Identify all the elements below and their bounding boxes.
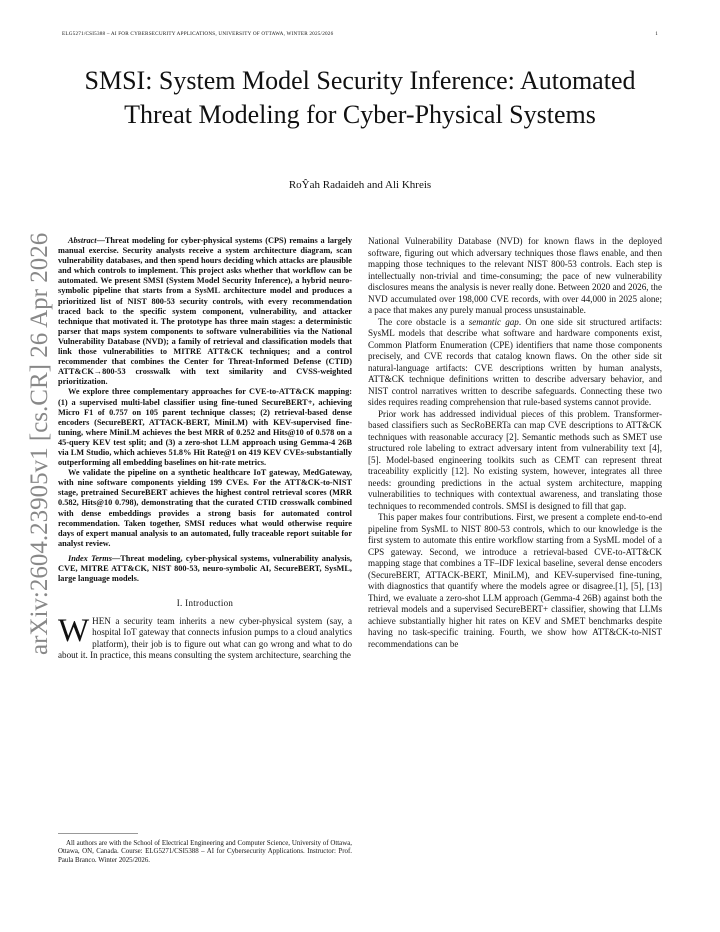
running-title: ELG5271/CSI5388 – AI FOR CYBERSECURITY APPLICATIONS, UNIVERSITY OF OTTAWA, WINTER 2025/2026 [62,31,334,37]
abstract [58,236,352,549]
intro-paragraph-1 [58,612,352,662]
index-terms-label: Index Terms [68,553,112,563]
right-column [368,236,662,650]
abstract-paragraph-1 [58,236,352,387]
abstract-paragraph-3: We validate the pipeline on a synthetic healthcare IoT gateway, MedGateway, with nine software components yielding 199 CVEs. For the ATT&CK-to-NIST stage, pretrained SecureBERT achieves the highest control retrieval scores (MRR 0.582, Hits@10 0.798), demonstrating that the curated CTID crosswalk combined with dense embeddings provides a strong basis for automated control recommendation. Taken together, SMSI reduces what would otherwise require days of expert manual analysis to an automated, fully traceable report suitable for analyst review. [58,468,352,548]
index-terms [58,554,352,584]
intro-text-1: HEN a security team inherits a new cyber-physical system (say, a hospital IoT gateway that connects infusion pumps to a cloud analytics platform), their job is to figure out what can go wrong and what to do about it. In practice, this means consulting the system architecture, searching the [58,615,352,661]
index-terms-text: —Threat modeling, cyber-physical systems, vulnerability analysis, CVE, MITRE ATT&CK, NIST 800-53, neuro-symbolic AI, SecureBERT, SysML, large language models. [58,553,352,584]
intro-text-2b: . On one side sit structured artifacts: SysML models that describe what software and hardware components exist, Common Platform Enumeration (CPE) identifiers that name those components precisely, and CVE records that catalog known flaws. On the other side sit natural-language artifacts: CVE descriptions written by human analysts, ATT&CK technique definitions written to describe adversary behavior, and NIST control narratives written to describe safeguards. Connecting these two sides requires reading comprehension that rule-based systems cannot provide. [368,316,662,407]
abstract-text-1: —Threat modeling for cyber-physical systems (CPS) remains a largely manual exercise. Security analysts receive a system architecture diagram, scan vulnerability databases, and then spend hours deciding which attacks are plausible and which controls to implement. This project asks whether that workflow can be automated. We present SMSI (System Model Security Inference), a hybrid neuro-symbolic pipeline that starts from a SysML architecture model and produces a prioritized list of NIST 800-53 security controls, with every recommendation traced back to the specific system component, vulnerability, and attacker technique that motivated it. The prototype has three main stages: a deterministic parser that maps system components to software vulnerabilities via the National Vulnerability Database (NVD); a family of retrieval and classification models that link those vulnerabilities to MITRE ATT&CK techniques; and a control recommender that combines the Center for Threat-Informed Defense (CTID) ATT&CK→800-53 crosswalk with text similarity and CVSS-weighted prioritization. [58,236,352,387]
drop-cap: W [58,612,90,649]
paper-authors: RoŶah Radaideh and Ali Khreis [288,179,432,191]
abstract-label: Abstract [68,236,97,245]
section-heading-introduction: I. Introduction [176,598,234,609]
left-column [58,236,352,662]
intro-paragraph-1-continued: National Vulnerability Database (NVD) for known flaws in the deployed software, figuring out which adversary techniques those flaws enable, and then mapping those techniques to the relevant NIST 800-53 controls. Each step is intellectually non-trivial and time-consuming; the pace of new vulnerability disclosures means the analysis is never really done. Between 2020 and 2026, the NVD accumulated over 198,000 CVE records, with over 44,000 in 2025 alone; a pace that makes any purely manual process unsustainable. [368,236,662,315]
intro-paragraph-4: This paper makes four contributions. First, we present a complete end-to-end pipeline from SysML to NIST 800-53 controls, which to our knowledge is the first system to automate this entire workflow starting from a SysML model of a CPS gateway. Second, we introduce a retrieval-based CVE-to-ATT&CK mapping stage that combines a TF–IDF lexical baseline, several dense encoders (SecureBERT, ATTACK-BERT, MiniLM), and KEV-supervised fine-tuning, with diagnostics that quantify where the models agree or disagree.[1], [5], [13] Third, we evaluate a zero-shot LLM approach (Gemma-4 26B) against both the retrieval models and a supervised SecureBERT+ classifier, showing that LLMs achieve substantially higher hit rates on KEV and SMET benchmarks despite having no task-specific training. Fourth, we show how ATT&CK-to-NIST recommendations can be [368,512,662,649]
semantic-gap-emphasis: semantic gap [468,316,519,327]
running-header [62,31,658,37]
paper-title: SMSI: System Model Security Inference: Automated Threat Modeling for Cyber-Physical Systems [84,66,636,129]
footnote-rule [58,833,138,834]
intro-paragraph-3: Prior work has addressed individual pieces of this problem. Transformer-based classifiers such as SecRoBERTa can map CVE descriptions to ATT&CK techniques with reasonable accuracy [2]. Semantic methods such as SMET use structured role labeling to extract adversary intent from vulnerability text [4], [5]. Model-based engineering toolkits such as CEMT can represent threat traceability explicitly [12]. No existing system, however, integrates all three needs: grounding predictions in the actual system architecture, mapping vulnerabilities to techniques with contextual awareness, and translating those techniques to recommended controls. SMSI is designed to fill that gap. [368,408,662,511]
page-number: 1 [655,31,658,37]
intro-paragraph-2 [368,317,662,409]
intro-text-2a: The core obstacle is a [378,316,469,327]
abstract-paragraph-2: We explore three complementary approaches for CVE-to-ATT&CK mapping: (1) a supervised multi-label classifier using fine-tuned SecureBERT+, achieving Micro F1 of 0.757 on 105 parent technique classes; (2) retrieval-based dense encoders (SecureBERT, ATTACK-BERT, MiniLM) with KEV-supervised fine-tuning, where MiniLM achieves the best MRR of 0.252 and Hits@10 of 0.578 on a 45-query KEV test split; and (3) a zero-shot LLM approach using Gemma-4 26B via LM Studio, which achieves 51.8% Hit Rate@1 on 419 KEV CVEs-substantially outperforming all embedding baselines on hit-rate metrics. [58,387,352,468]
arxiv-stamp-text: arXiv:2604.23905v1 [cs.CR] 26 Apr 2026 [26,232,53,655]
author-footnote: All authors are with the School of Electrical Engineering and Computer Science, University of Ottawa, Ottawa, ON, Canada. Course: ELG5271/CSI5388 – AI for Cybersecurity Applications. Instructor: Prof. Paula Branco. Winter 2025/2026. [58,840,352,864]
